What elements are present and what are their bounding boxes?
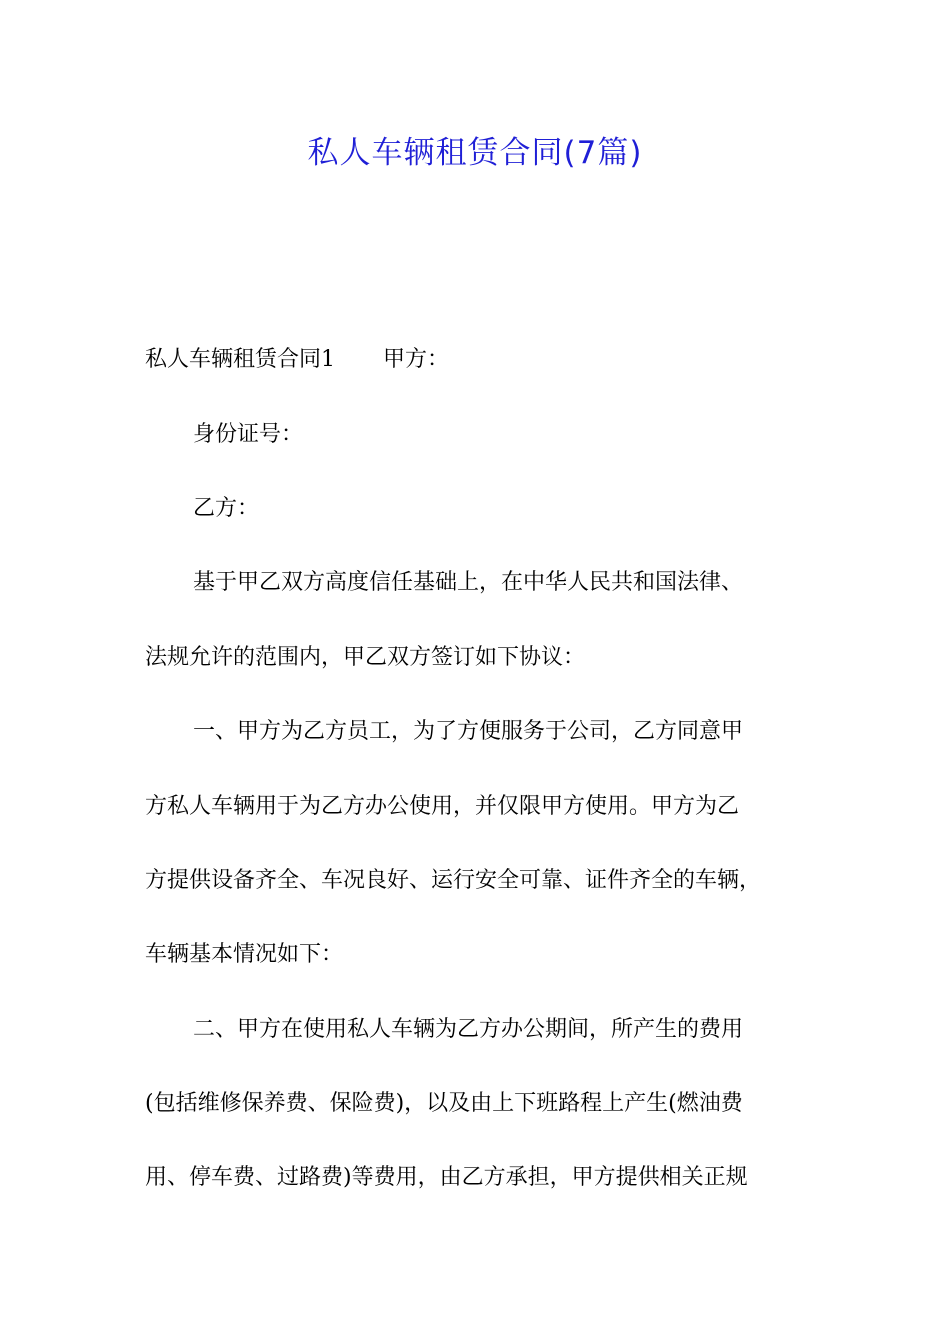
document-title: 私人车辆租赁合同(7篇) — [307, 135, 643, 171]
party-a-label: 甲方： — [383, 347, 450, 372]
paragraph-line: 基于甲乙双方高度信任基础上，在中华人民共和国法律、 — [193, 570, 744, 595]
paragraph-line: 法规允许的范围内，甲乙双方签订如下协议： — [145, 645, 586, 670]
paragraph-line: 方提供设备齐全、车况良好、运行安全可靠、证件齐全的车辆， — [145, 868, 762, 893]
paragraph-line: 二、甲方在使用私人车辆为乙方办公期间，所产生的费用 — [193, 1017, 744, 1042]
paragraph-line: 车辆基本情况如下： — [145, 942, 344, 967]
id-number-label: 身份证号： — [193, 422, 304, 447]
contract-heading-line — [145, 345, 845, 375]
paragraph-line: (包括维修保养费、保险费)，以及由上下班路程上产生(燃油费 — [145, 1091, 743, 1116]
contract-heading: 私人车辆租赁合同1 — [145, 347, 335, 372]
paragraph-line: 用、停车费、过路费)等费用，由乙方承担，甲方提供相关正规 — [145, 1165, 748, 1190]
party-b-label: 乙方： — [193, 496, 260, 521]
paragraph-line: 一、甲方为乙方员工，为了方便服务于公司，乙方同意甲 — [193, 719, 744, 744]
paragraph-line: 方私人车辆用于为乙方办公使用，并仅限甲方使用。甲方为乙 — [145, 794, 740, 819]
